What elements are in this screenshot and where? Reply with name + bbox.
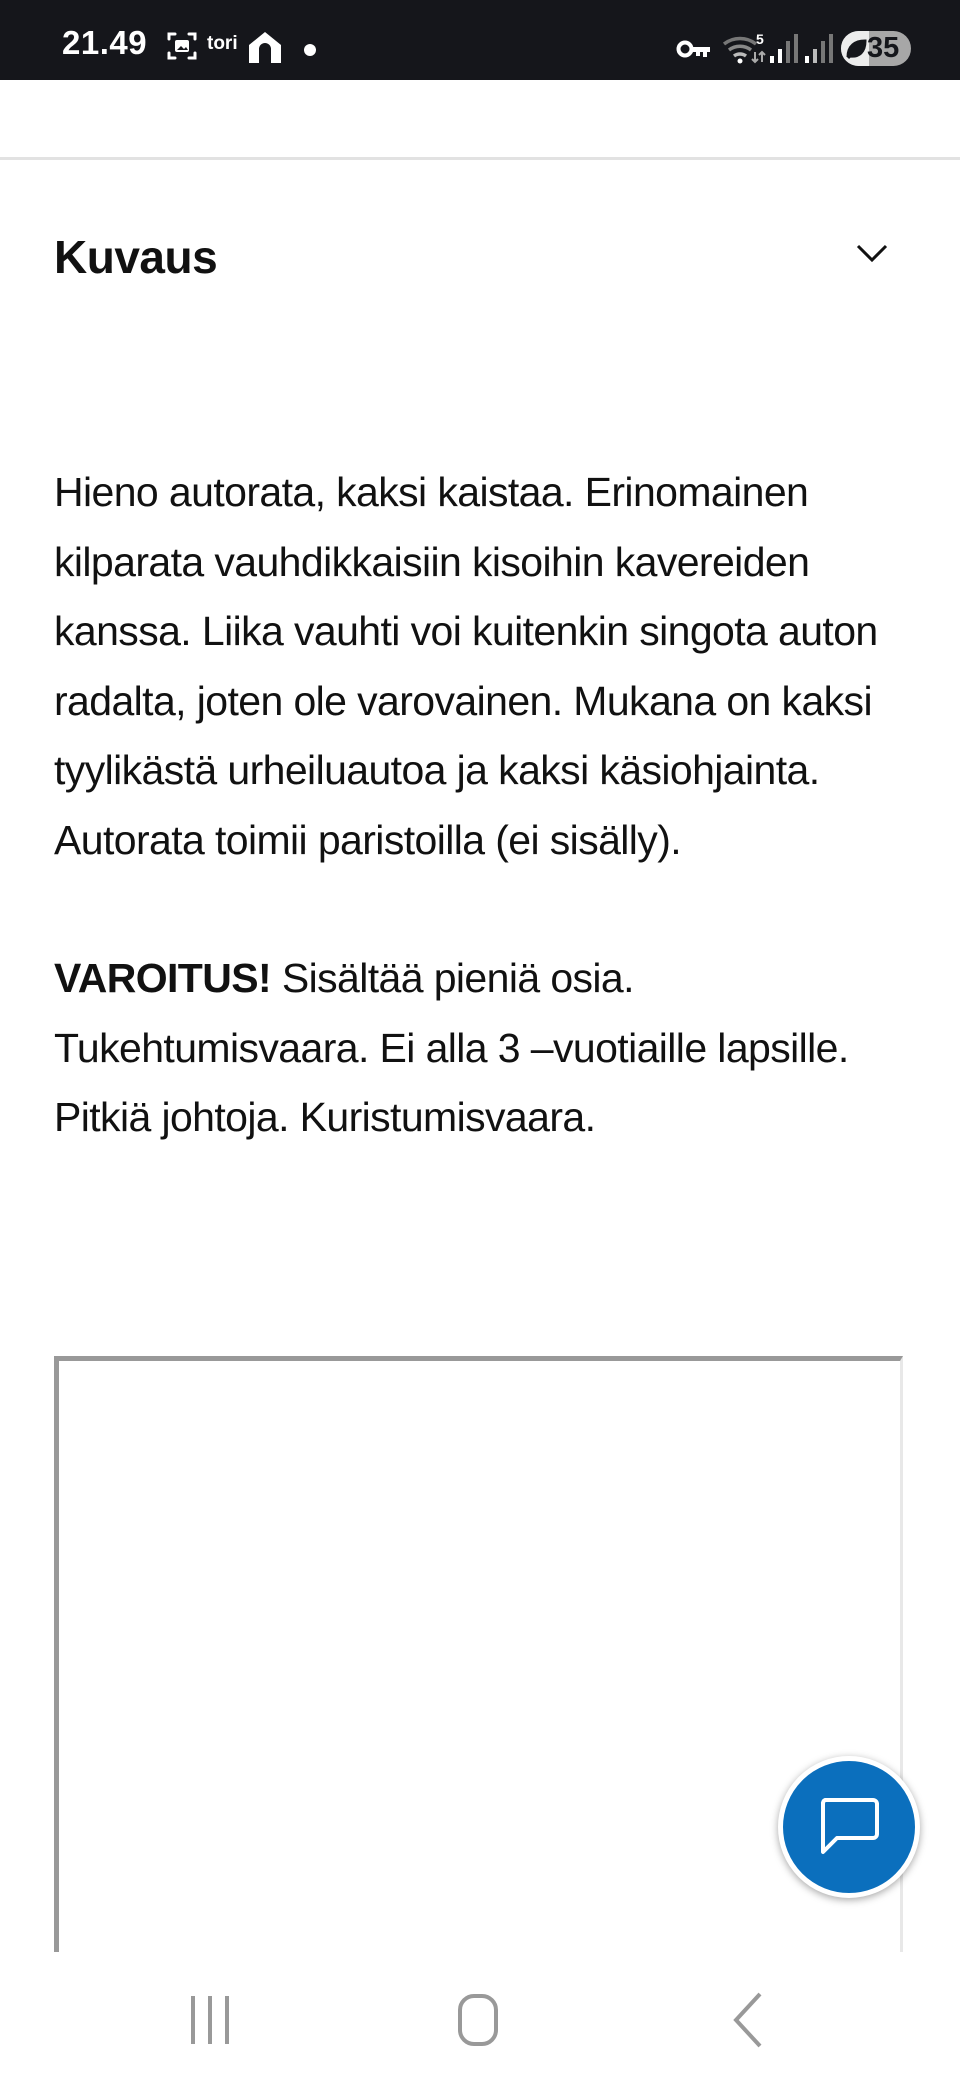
description-paragraph: Hieno autorata, kaksi kaistaa. Erinomainen kilparata vauhdikkaisiin kisoihin kavereiden kanssa. Liika vauhti voi kuitenkin singota auton radalta, joten ole varovainen. Mukana on kaksi tyylikästä urheiluautoa ja kaksi käsiohjainta. Autorata toimii paristoilla (ei sisälly). <box>54 469 878 863</box>
embedded-frame <box>54 1356 903 1956</box>
section-title: Kuvaus <box>54 231 218 283</box>
battery-percent: 35 <box>867 32 900 64</box>
screenshot-icon <box>166 30 198 62</box>
warning-label: VAROITUS! <box>54 955 272 1001</box>
status-bar <box>0 0 960 80</box>
chat-bubble-icon <box>817 1796 881 1858</box>
vpn-key-icon <box>676 38 712 60</box>
app-top-bar <box>0 80 960 160</box>
recent-apps-button[interactable] <box>170 1990 250 2050</box>
home-button[interactable] <box>438 1990 518 2050</box>
battery-indicator <box>841 31 911 66</box>
wifi-icon <box>722 30 768 66</box>
chevron-down-icon[interactable] <box>856 244 888 264</box>
chat-button[interactable] <box>778 1756 920 1898</box>
signal-icon <box>768 32 802 64</box>
app-label: tori <box>207 33 238 54</box>
back-button[interactable] <box>708 1990 788 2050</box>
signal-icon <box>803 32 837 64</box>
notification-dot <box>304 44 316 56</box>
description <box>54 458 914 1153</box>
tori-home-icon <box>247 29 283 65</box>
system-nav-bar <box>0 1952 960 2080</box>
svg-text:5: 5 <box>756 31 764 47</box>
clock: 21.49 <box>62 24 148 61</box>
warning-paragraph <box>54 944 914 1153</box>
battery-saver-icon <box>845 38 867 60</box>
warning-text: Sisältää pieniä osia. Tukehtumisvaara. Ei alla 3 –vuotiaille lapsille. Pitkiä johtoja. Kuristumisvaara. <box>54 955 849 1140</box>
